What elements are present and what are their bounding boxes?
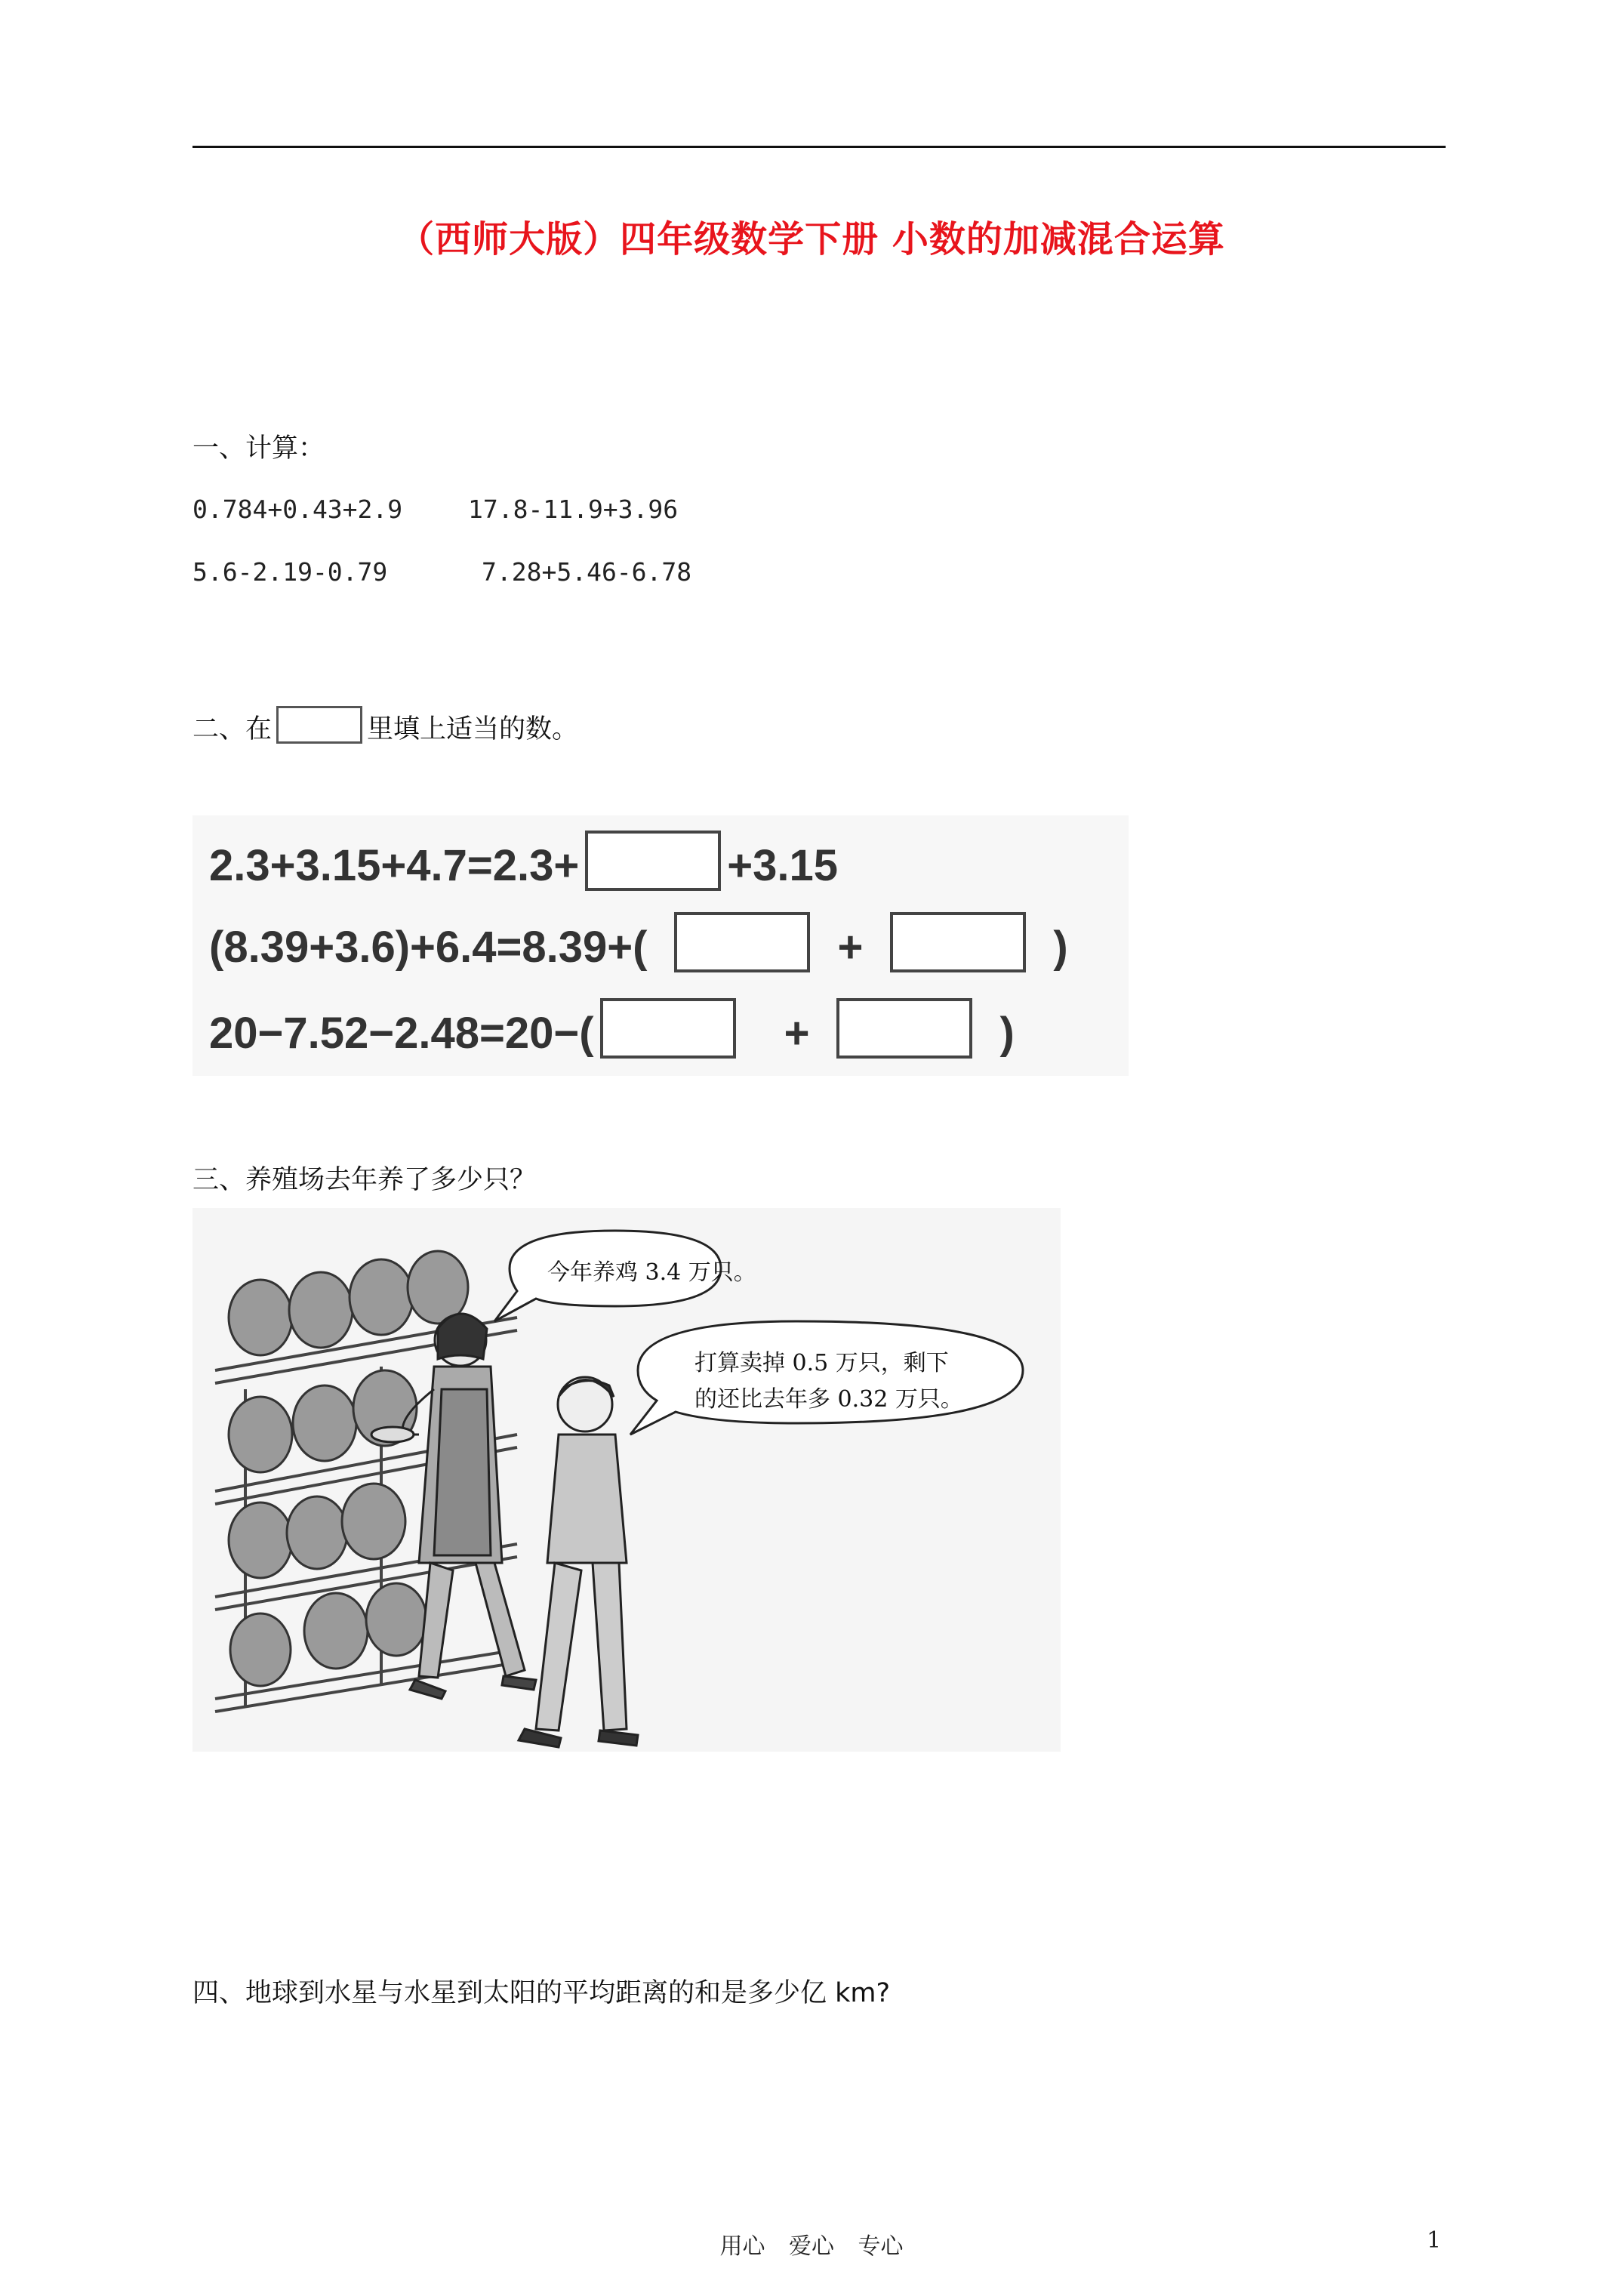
speech-bubble-2-line2: 的还比去年多 0.32 万只。 [694,1386,963,1413]
answer-box[interactable] [600,998,736,1059]
farm-scene-svg [192,1208,1061,1752]
section3-heading: 三、养殖场去年养了多少只？ [192,1165,537,1195]
speech-bubble-2-line1: 打算卖掉 0.5 万只，剩下 [694,1350,949,1376]
expr-2a: 5.6-2.19-0.79 [192,557,388,587]
equation-2-left: (8.39+3.6)+6.4=8.39+( [209,923,648,972]
header-rule [192,146,1446,148]
equation-2-plus: + [837,923,864,972]
equation-3-close: ) [999,1009,1015,1058]
answer-box[interactable] [836,998,972,1059]
expr-1b: 17.8-11.9+3.96 [468,495,679,524]
footer-motto: 用心 爱心 专心 [719,2233,904,2260]
section2-heading-after: 里填上适当的数。 [367,714,579,744]
equation-3-plus: + [784,1009,810,1058]
farm-illustration [192,1208,1061,1752]
answer-box-sample [276,706,362,744]
answer-box[interactable] [585,831,721,891]
section1-heading: 一、计算： [192,433,325,464]
page-number: 1 [1427,2227,1442,2254]
section2-heading-before: 二、在 [192,714,273,744]
equation-2-close: ) [1053,923,1068,972]
equation-3-left: 20−7.52−2.48=20−( [209,1009,594,1058]
answer-box[interactable] [890,912,1026,972]
equation-3 [209,998,1015,1059]
equation-1-left: 2.3+3.15+4.7=2.3+ [209,841,580,890]
section4-heading: 四、地球到水星与水星到太阳的平均距离的和是多少亿 km? [192,1978,891,2008]
expr-1a: 0.784+0.43+2.9 [192,495,403,524]
speech-bubble-1: 今年养鸡 3.4 万只。 [547,1259,756,1286]
equation-1 [209,831,838,891]
section2-heading [192,706,578,746]
expr-2b: 7.28+5.46-6.78 [482,557,692,587]
equation-1-right: +3.15 [727,841,839,890]
equation-2 [209,912,1068,972]
equations-panel [192,815,1129,1076]
page-title: （西师大版）四年级数学下册 小数的加减混合运算 [398,218,1225,260]
answer-box[interactable] [674,912,810,972]
